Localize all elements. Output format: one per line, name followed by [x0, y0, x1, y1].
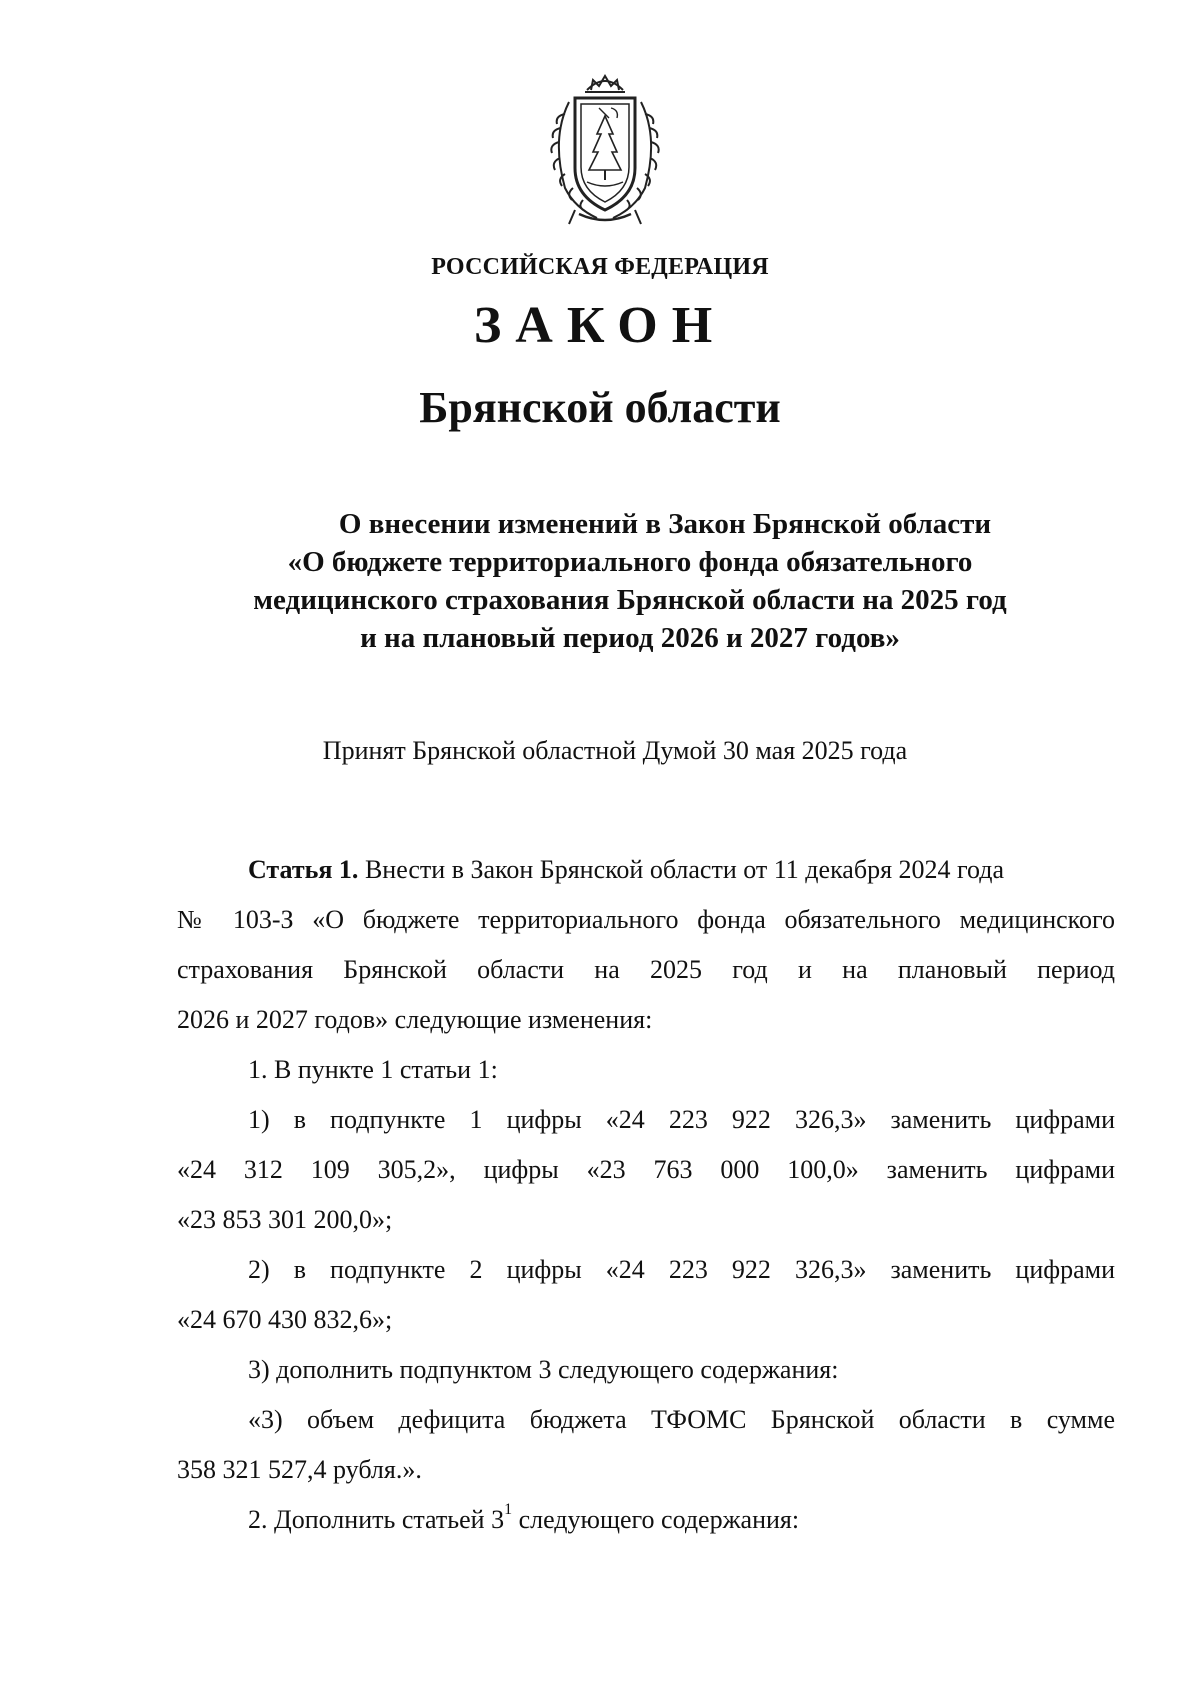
paragraph-text: следующего содержания: [512, 1505, 800, 1534]
paragraph-line: «3) объем дефицита бюджета ТФОМС Брянской области в сумме [248, 1405, 1115, 1434]
adoption-note: Принят Брянской областной Думой 30 мая 2025 года [322, 736, 908, 765]
paragraph-line: 358 321 527,4 рубля.». [177, 1455, 422, 1484]
region-name: Брянской области [419, 383, 781, 432]
paragraph-line: страхования Брянской области на 2025 год и на плановый период [177, 955, 1115, 984]
paragraph-line [177, 845, 1115, 895]
country-name: РОССИЙСКАЯ ФЕДЕРАЦИЯ [431, 254, 769, 280]
law-title-line: О внесении изменений в Закон Брянской области [338, 508, 992, 540]
paragraph-line: 3) дополнить подпунктом 3 следующего содержания: [248, 1355, 839, 1384]
paragraph-text: 2. Дополнить статьей 3 [248, 1505, 505, 1534]
paragraph-line: 2026 и 2027 годов» следующие изменения: [177, 1005, 653, 1034]
document-type: ЗАКОН [473, 297, 727, 354]
paragraph-line: «23 853 301 200,0»; [177, 1205, 393, 1234]
law-title-line: «О бюджете территориального фонда обязательного [287, 546, 973, 578]
law-title [160, 505, 1100, 657]
paragraph-line: 2) в подпункте 2 цифры «24 223 922 326,3» заменить цифрами [248, 1255, 1115, 1284]
article-1 [177, 845, 1115, 1545]
law-title-line: медицинского страхования Брянской области на 2025 год [253, 584, 1007, 616]
paragraph-line: 1) в подпункте 1 цифры «24 223 922 326,3» заменить цифрами [248, 1105, 1115, 1134]
paragraph-line [177, 1495, 1115, 1545]
paragraph-text: Внести в Закон Брянской области от 11 декабря 2024 года [358, 855, 1005, 884]
paragraph-line: № 103-З «О бюджете территориального фонда обязательного медицинского [177, 905, 1115, 934]
law-title-line: и на плановый период 2026 и 2027 годов» [360, 622, 900, 654]
article-label: Статья 1. [248, 855, 359, 884]
paragraph-line: 1. В пункте 1 статьи 1: [248, 1055, 498, 1084]
coat-of-arms-emblem [535, 68, 675, 228]
paragraph-line: «24 670 430 832,6»; [177, 1305, 393, 1334]
paragraph-line: «24 312 109 305,2», цифры «23 763 000 100,0» заменить цифрами [177, 1155, 1115, 1184]
superscript: 1 [504, 1501, 513, 1519]
